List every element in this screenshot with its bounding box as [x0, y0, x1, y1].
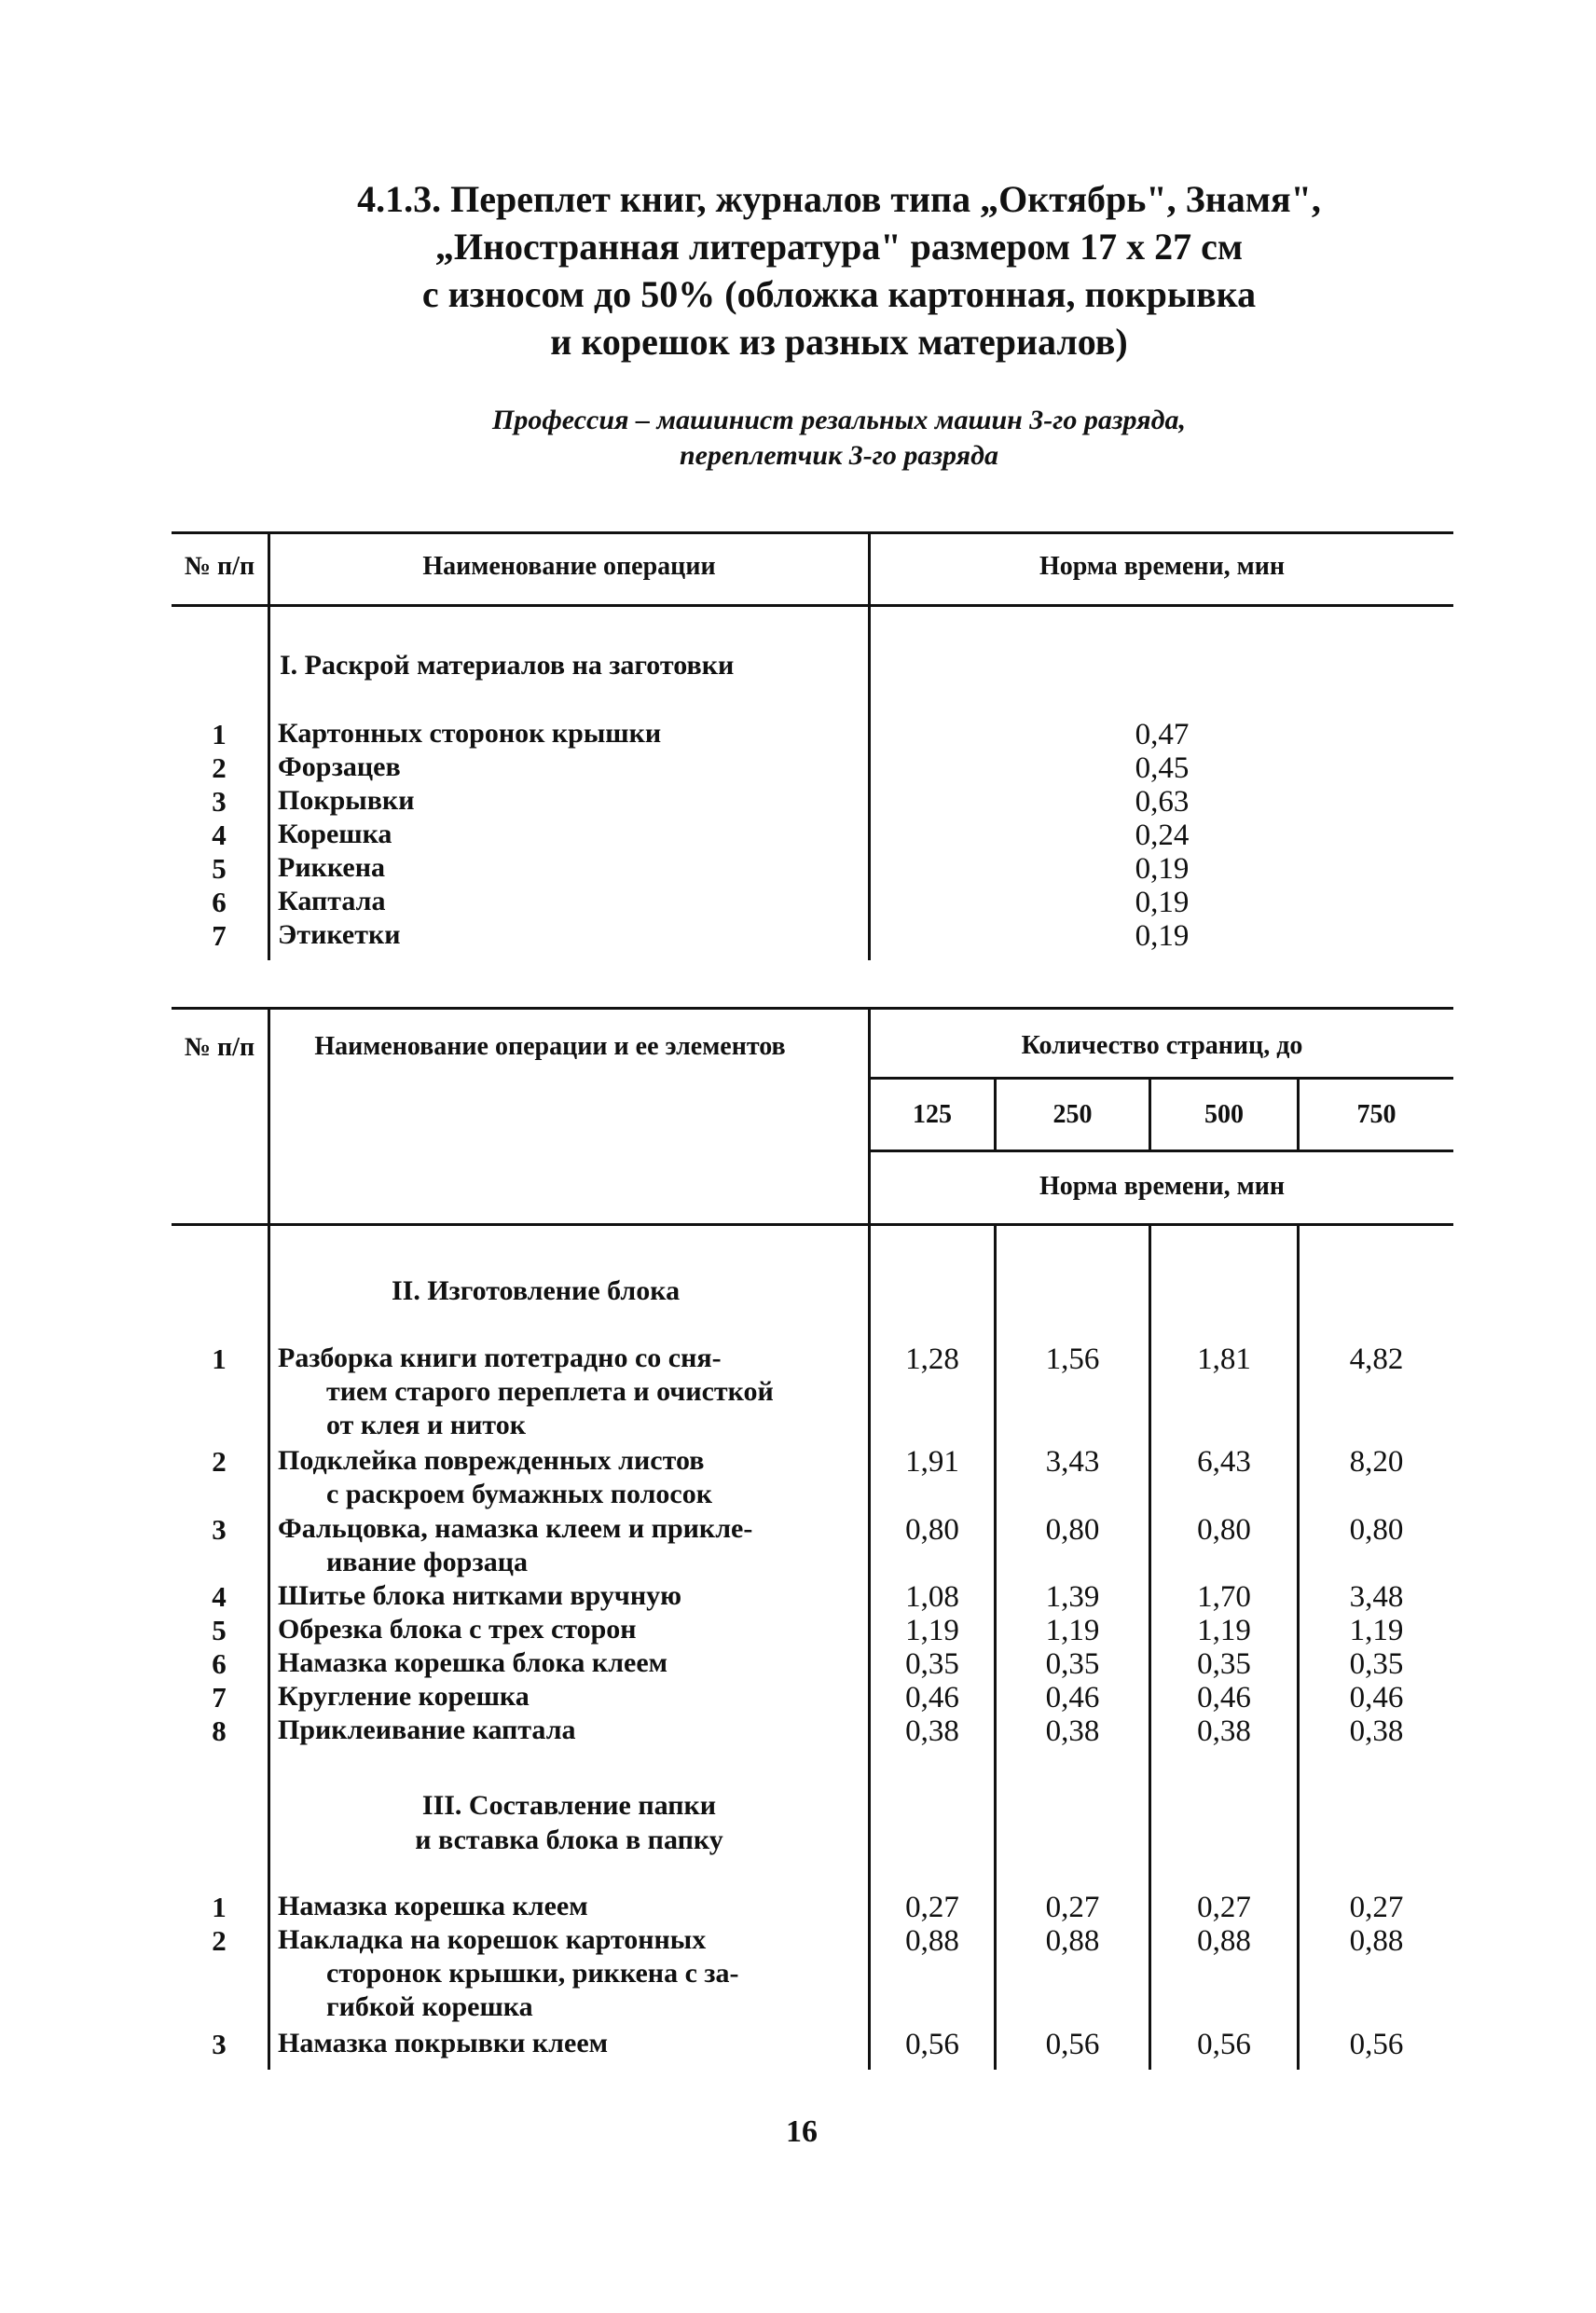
row-number: 7: [212, 919, 227, 952]
row-number: 4: [212, 819, 227, 851]
table1-header-name: Наименование операции: [422, 552, 716, 581]
section3-line: III. Составление папки: [421, 1790, 717, 1821]
operation-line: гибкой корешка: [326, 1991, 533, 2022]
time-value: 0,27: [1045, 1891, 1100, 1924]
operation-line: Разборка книги потетрадно со сня-: [278, 1342, 722, 1373]
row-number: 3: [212, 1513, 227, 1546]
operation-line: с раскроем бумажных полосок: [326, 1479, 713, 1509]
operation-name: Покрывки: [278, 785, 415, 816]
time-value: 0,88: [1197, 1924, 1251, 1958]
table2-header-norm: Норма времени, мин: [1039, 1172, 1286, 1201]
time-value: 6,43: [1197, 1445, 1251, 1479]
time-value: 0,35: [1349, 1647, 1404, 1681]
row-number: 1: [212, 1891, 227, 1923]
time-value: 0,46: [905, 1681, 959, 1714]
page-title: [186, 175, 1492, 365]
operation-name: Риккена: [278, 852, 386, 883]
operation-name: Этикетки: [278, 919, 401, 950]
time-value: 3,48: [1349, 1580, 1404, 1614]
table2-top-rule: [172, 1007, 1453, 1010]
operation-name: Корешка: [278, 819, 392, 849]
row-number: 6: [212, 886, 227, 918]
page-number: 16: [786, 2114, 818, 2149]
section3-line: и вставка блока в папку: [415, 1824, 723, 1855]
operation-line: сторонок крышки, риккена с за-: [326, 1958, 739, 1989]
time-value: 0,19: [1135, 886, 1190, 919]
row-number: 3: [212, 785, 227, 818]
table1-divider: [268, 531, 270, 960]
time-value: 0,46: [1045, 1681, 1100, 1714]
operation-line: Фальцовка, намазка клеем и прикле-: [278, 1513, 753, 1544]
time-value: 1,19: [905, 1614, 959, 1647]
operation-name: Форзацев: [278, 751, 401, 782]
time-value: 1,81: [1197, 1342, 1251, 1376]
profession-line: переплетчик 3-го разряда: [680, 440, 998, 471]
table1-header-norm: Норма времени, мин: [1039, 552, 1286, 581]
time-value: 0,27: [1349, 1891, 1404, 1924]
time-value: 0,80: [1045, 1513, 1100, 1547]
time-value: 1,19: [1349, 1614, 1404, 1647]
table2-col-125: 125: [913, 1100, 952, 1129]
table2-cols-rule: [871, 1150, 1453, 1152]
time-value: 0,80: [905, 1513, 959, 1547]
operation-line: Намазка корешка блока клеем: [278, 1647, 668, 1678]
operation-name: Каптала: [278, 886, 386, 916]
table1-top-rule: [172, 531, 1453, 534]
row-number: 3: [212, 2028, 227, 2060]
table2-section2-title: II. Изготовление блока: [392, 1275, 681, 1306]
table2-header-pages: Количество страниц, до: [1021, 1031, 1303, 1060]
profession-line: Профессия – машинист резальных машин 3-го разряда,: [491, 405, 1186, 435]
time-value: 0,63: [1135, 785, 1190, 819]
time-value: 0,47: [1135, 718, 1190, 751]
time-value: 0,19: [1135, 852, 1190, 886]
title-line: и корешок из разных материалов): [550, 321, 1128, 363]
time-value: 0,35: [905, 1647, 959, 1681]
time-value: 1,28: [905, 1342, 959, 1376]
time-value: 1,91: [905, 1445, 959, 1479]
row-number: 6: [212, 1647, 227, 1680]
time-value: 0,88: [1349, 1924, 1404, 1958]
time-value: 0,80: [1349, 1513, 1404, 1547]
time-value: 1,56: [1045, 1342, 1100, 1376]
time-value: 0,46: [1349, 1681, 1404, 1714]
row-number: 1: [212, 1342, 227, 1375]
row-number: 5: [212, 852, 227, 885]
time-value: 0,35: [1197, 1647, 1251, 1681]
table2-header-rule: [172, 1223, 1453, 1226]
row-number: 2: [212, 1924, 227, 1957]
time-value: 0,80: [1197, 1513, 1251, 1547]
time-value: 0,56: [1197, 2028, 1251, 2061]
time-value: 0,88: [905, 1924, 959, 1958]
time-value: 1,70: [1197, 1580, 1251, 1614]
row-number: 5: [212, 1614, 227, 1646]
table2-col-250: 250: [1053, 1100, 1093, 1129]
title-line: „Иностранная литература" размером 17 х 27 см: [434, 226, 1244, 268]
operation-line: Намазка корешка клеем: [278, 1891, 588, 1921]
operation-line: Подклейка поврежденных листов: [278, 1445, 705, 1476]
operation-line: тием старого переплета и очисткой: [326, 1376, 774, 1407]
time-value: 0,46: [1197, 1681, 1251, 1714]
operation-line: от клея и ниток: [326, 1410, 526, 1440]
time-value: 1,08: [905, 1580, 959, 1614]
time-value: 0,38: [1197, 1714, 1251, 1748]
time-value: 0,19: [1135, 919, 1190, 953]
time-value: 0,27: [905, 1891, 959, 1924]
title-line: с износом до 50% (обложка картонная, покрывка: [421, 273, 1257, 315]
table1-header-rule: [172, 604, 1453, 607]
table2-col-750: 750: [1356, 1100, 1396, 1129]
table2-section3-title: [270, 1788, 868, 1857]
operation-line: Приклеивание каптала: [278, 1714, 576, 1745]
operation-line: Накладка на корешок картонных: [278, 1924, 707, 1955]
operation-line: Кругление корешка: [278, 1681, 530, 1712]
row-number: 1: [212, 718, 227, 750]
table1-section-title: I. Раскрой материалов на заготовки: [280, 650, 735, 681]
time-value: 0,88: [1045, 1924, 1100, 1958]
table1-header-num: № п/п: [184, 552, 255, 581]
time-value: 0,24: [1135, 819, 1190, 852]
table2-header-num: № п/п: [184, 1033, 255, 1062]
time-value: 0,56: [1045, 2028, 1100, 2061]
time-value: 3,43: [1045, 1445, 1100, 1479]
time-value: 0,38: [1045, 1714, 1100, 1748]
time-value: 0,56: [1349, 2028, 1404, 2061]
row-number: 4: [212, 1580, 227, 1613]
operation-line: Обрезка блока с трех сторон: [278, 1614, 637, 1645]
table2-divider: [268, 1007, 270, 2070]
time-value: 1,19: [1045, 1614, 1100, 1647]
time-value: 0,35: [1045, 1647, 1100, 1681]
table2-header-name: Наименование операции и ее элементов: [314, 1032, 786, 1061]
profession-note: [280, 403, 1398, 474]
table2-pages-rule: [871, 1077, 1453, 1080]
time-value: 8,20: [1349, 1445, 1404, 1479]
operation-line: Намазка покрывки клеем: [278, 2028, 609, 2058]
operation-line: Шитье блока нитками вручную: [278, 1580, 682, 1611]
row-number: 7: [212, 1681, 227, 1714]
time-value: 1,39: [1045, 1580, 1100, 1614]
time-value: 0,56: [905, 2028, 959, 2061]
time-value: 0,38: [1349, 1714, 1404, 1748]
time-value: 0,38: [905, 1714, 959, 1748]
time-value: 4,82: [1349, 1342, 1404, 1376]
time-value: 1,19: [1197, 1614, 1251, 1647]
row-number: 8: [212, 1714, 227, 1747]
table2-col-500: 500: [1204, 1100, 1244, 1129]
title-line: 4.1.3. Переплет книг, журналов типа „Октябрь", Знамя",: [357, 178, 1321, 220]
time-value: 0,27: [1197, 1891, 1251, 1924]
row-number: 2: [212, 751, 227, 784]
operation-name: Картонных сторонок крышки: [278, 718, 662, 749]
row-number: 2: [212, 1445, 227, 1478]
time-value: 0,45: [1135, 751, 1190, 785]
operation-line: ивание форзаца: [326, 1547, 529, 1577]
